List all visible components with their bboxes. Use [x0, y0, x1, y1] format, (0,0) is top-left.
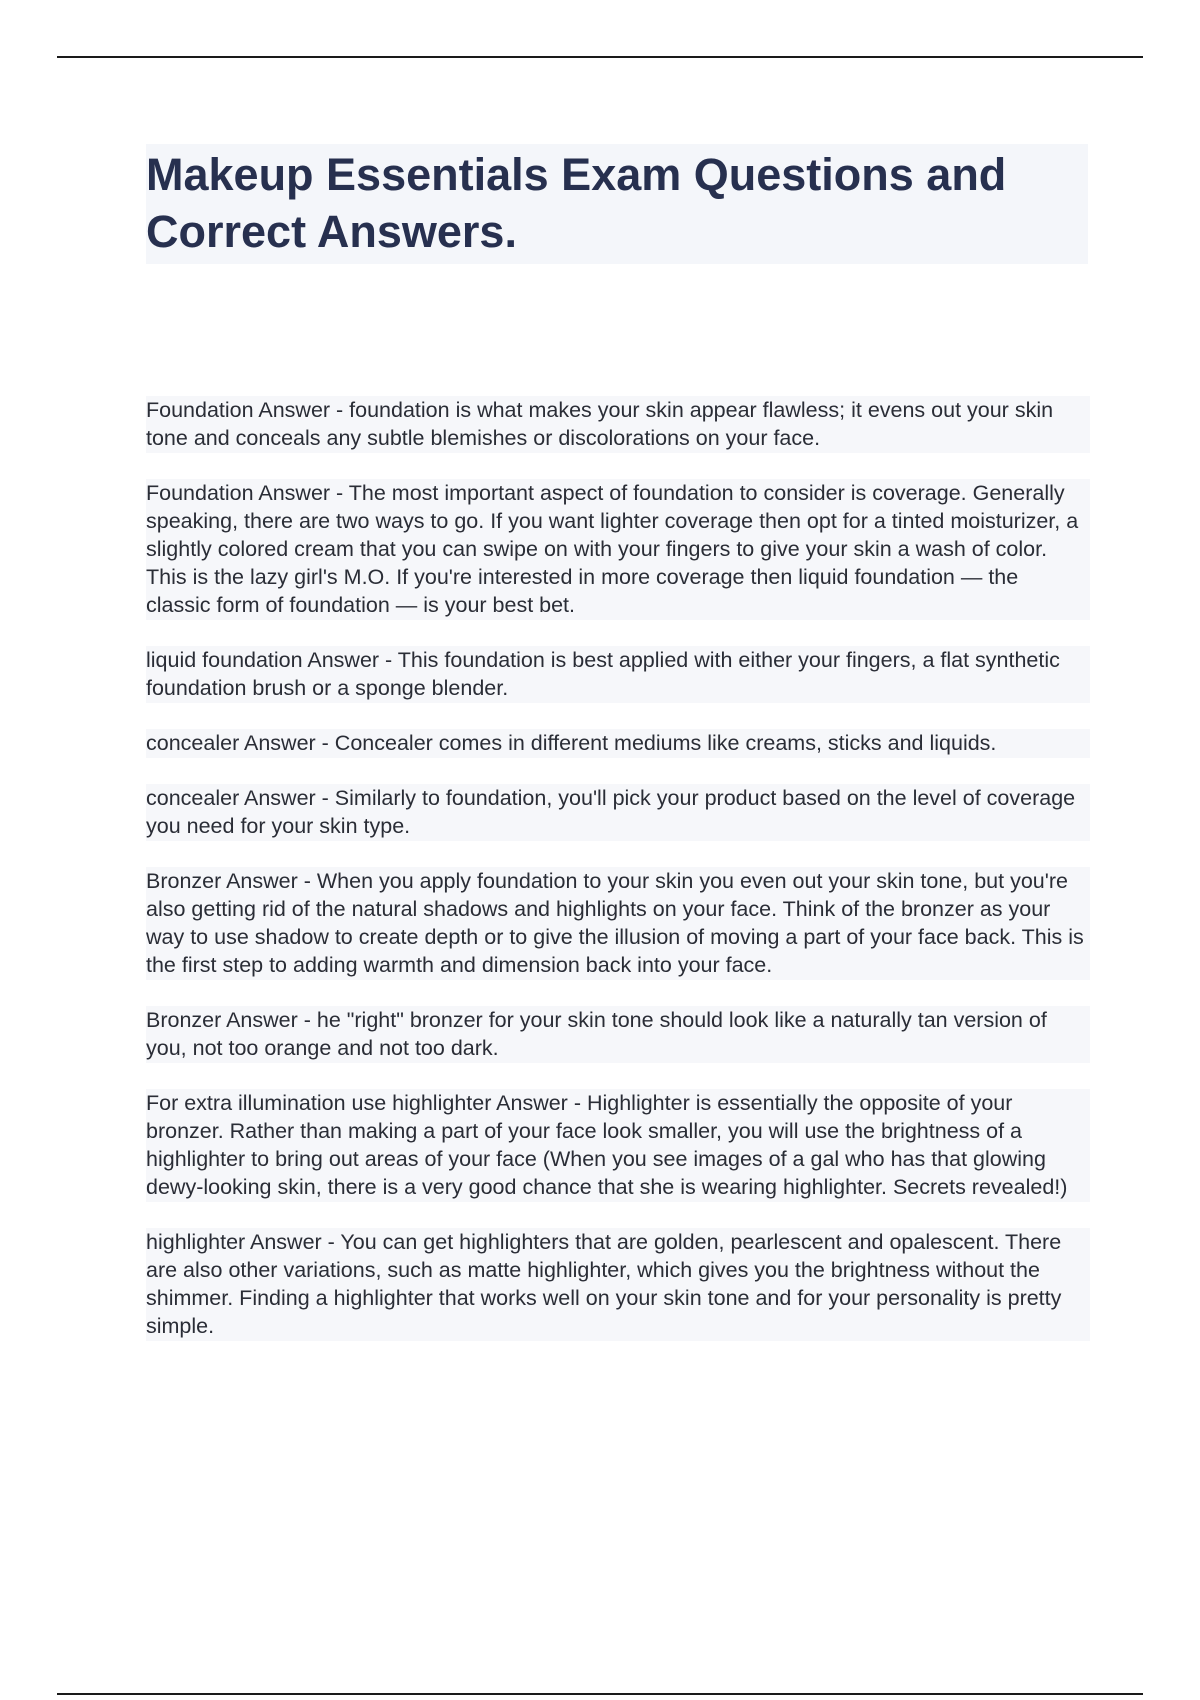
qa-entry: liquid foundation Answer - This foundation is best applied with either your fingers, a flat synthetic foundation brush or a sponge blender. — [146, 646, 1090, 703]
document-title: Makeup Essentials Exam Questions and Correct Answers. — [146, 149, 1007, 257]
qa-entry: Bronzer Answer - he "right" bronzer for your skin tone should look like a naturally tan version of you, not too orange and not too dark. — [146, 1006, 1090, 1063]
qa-entry: concealer Answer - Similarly to foundation, you'll pick your product based on the level of coverage you need for your skin type. — [146, 784, 1090, 841]
qa-entry: Bronzer Answer - When you apply foundation to your skin you even out your skin tone, but you're also getting rid of the natural shadows and highlights on your face. Think of the bronzer as your way to use shadow to create depth or to give the illusion of moving a part of your face back. This is the first step to adding warmth and dimension back into your face. — [146, 867, 1090, 980]
qa-entry: Foundation Answer - foundation is what makes your skin appear flawless; it evens out your skin tone and conceals any subtle blemishes or discolorations on your face. — [146, 396, 1090, 453]
qa-list — [146, 396, 1090, 1367]
title-block — [146, 144, 1088, 264]
qa-entry: concealer Answer - Concealer comes in different mediums like creams, sticks and liquids. — [146, 729, 1090, 758]
qa-entry: For extra illumination use highlighter Answer - Highlighter is essentially the opposite of your bronzer. Rather than making a part of your face look smaller, you will use the brightness of a highlighter to bring out areas of your face (When you see images of a gal who has that glowing dewy-looking skin, there is a very good chance that she is wearing highlighter. Secrets revealed!) — [146, 1089, 1090, 1202]
bottom-rule — [57, 1693, 1143, 1695]
qa-entry: highlighter Answer - You can get highlighters that are golden, pearlescent and opalescent. There are also other variations, such as matte highlighter, which gives you the brightness without the shimmer. Finding a highlighter that works well on your skin tone and for your personality is pretty simple. — [146, 1228, 1090, 1341]
top-rule — [57, 56, 1143, 58]
qa-entry: Foundation Answer - The most important aspect of foundation to consider is coverage. Generally speaking, there are two ways to go. If you want lighter coverage then opt for a tinted moisturizer, a slightly colored cream that you can swipe on with your fingers to give your skin a wash of color. This is the lazy girl's M.O. If you're interested in more coverage then liquid foundation — the classic form of foundation — is your best bet. — [146, 479, 1090, 620]
